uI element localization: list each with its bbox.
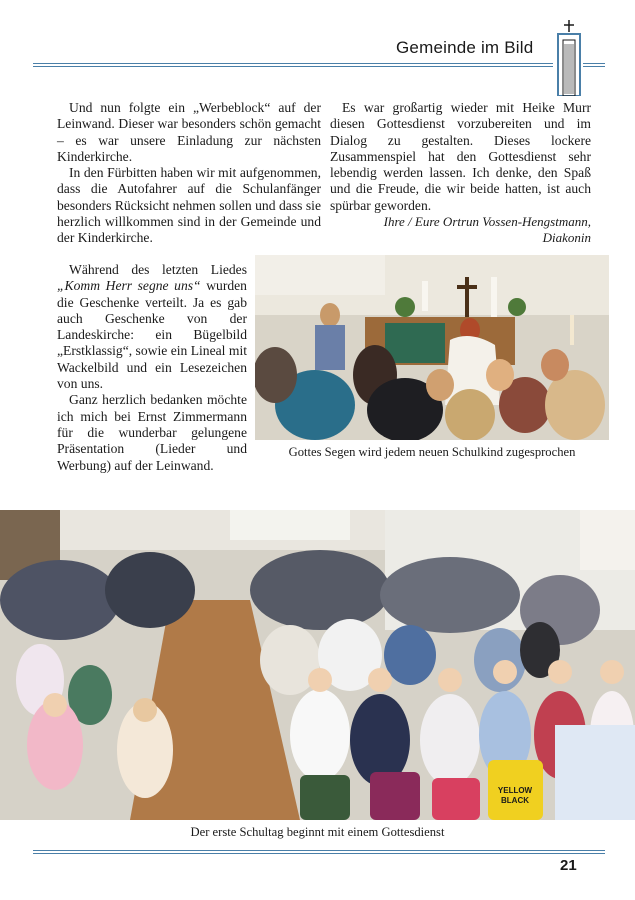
school-bag-label-2: BLACK xyxy=(501,796,529,805)
song-title: „Komm Herr segne uns“ xyxy=(57,278,201,294)
paragraph-dialog: Es war großartig wieder mit Heike Murr diesen Gottesdienst vorzubereiten und im Dialog zu gestalten. Dieses lockere Zusammenspiel hat den Gottesdienst sehr lebendig werden lassen. Ich denke, den Spaß und die Freude, die wir beide hatten, ist auch spürbar geworden. xyxy=(330,100,591,213)
school-bag-label-1: YELLOW xyxy=(497,786,533,795)
photo-first-school-day-image xyxy=(0,510,635,820)
photo-blessing xyxy=(255,255,609,440)
header-rule-right-top xyxy=(583,63,605,64)
church-tower-icon xyxy=(556,20,582,96)
section-title: Gemeinde im Bild xyxy=(396,38,534,57)
paragraph-geschenke-start: Während des letzten Liedes xyxy=(69,262,247,277)
left-column-narrow-text xyxy=(57,262,247,474)
signature-title: Diakonin xyxy=(542,230,591,246)
paragraph-fuerbitten: In den Fürbitten haben wir mit aufgenommen, dass die Autofahrer auf die Schulanfänger besonders Rücksicht nehmen sollen und dass sie herzlich willkommen sind in der Gemeinde und der Kinderkirche. xyxy=(57,165,321,246)
photo-blessing-caption: Gottes Segen wird jedem neuen Schulkind zugesprochen xyxy=(288,445,576,459)
footer-rule-top xyxy=(33,850,605,851)
paragraph-dank: Ganz herzlich bedanken möchte ich mich bei Ernst Zimmermann für die wunderbar gelungene Präsentation (Lieder und Werbung) auf der Leinwand. xyxy=(57,392,247,473)
right-column-text xyxy=(330,100,591,246)
paragraph-geschenke-end: wurden die Geschenke verteilt. Ja es gab auch Geschenke von der Landeskirche: ein Bügelbild „Erstklassig“, sowie ein Lineal mit Wackelbild und ein Lesezeichen von uns. xyxy=(57,278,247,392)
header-rule-bottom xyxy=(33,66,553,67)
photo-first-school-day-caption: Der erste Schultag beginnt mit einem Gottesdienst xyxy=(190,825,445,839)
paragraph-geschenke xyxy=(57,262,247,392)
photo-first-school-day xyxy=(0,510,635,820)
photo-blessing-image xyxy=(255,255,609,440)
left-column-text xyxy=(57,100,321,247)
signature-name: Ihre / Eure Ortrun Vossen-Hengstmann, xyxy=(383,214,591,230)
page-number: 21 xyxy=(560,857,577,874)
paragraph-werbeblock: Und nun folgte ein „Werbeblock“ auf der Leinwand. Dieser war besonders schön gemacht – es war unsere Einladung zur nächsten Kinderkirche. xyxy=(57,100,321,164)
header-rule-top xyxy=(33,63,553,64)
header-rule-right-bottom xyxy=(583,66,605,67)
footer-rule-bottom xyxy=(33,853,605,854)
